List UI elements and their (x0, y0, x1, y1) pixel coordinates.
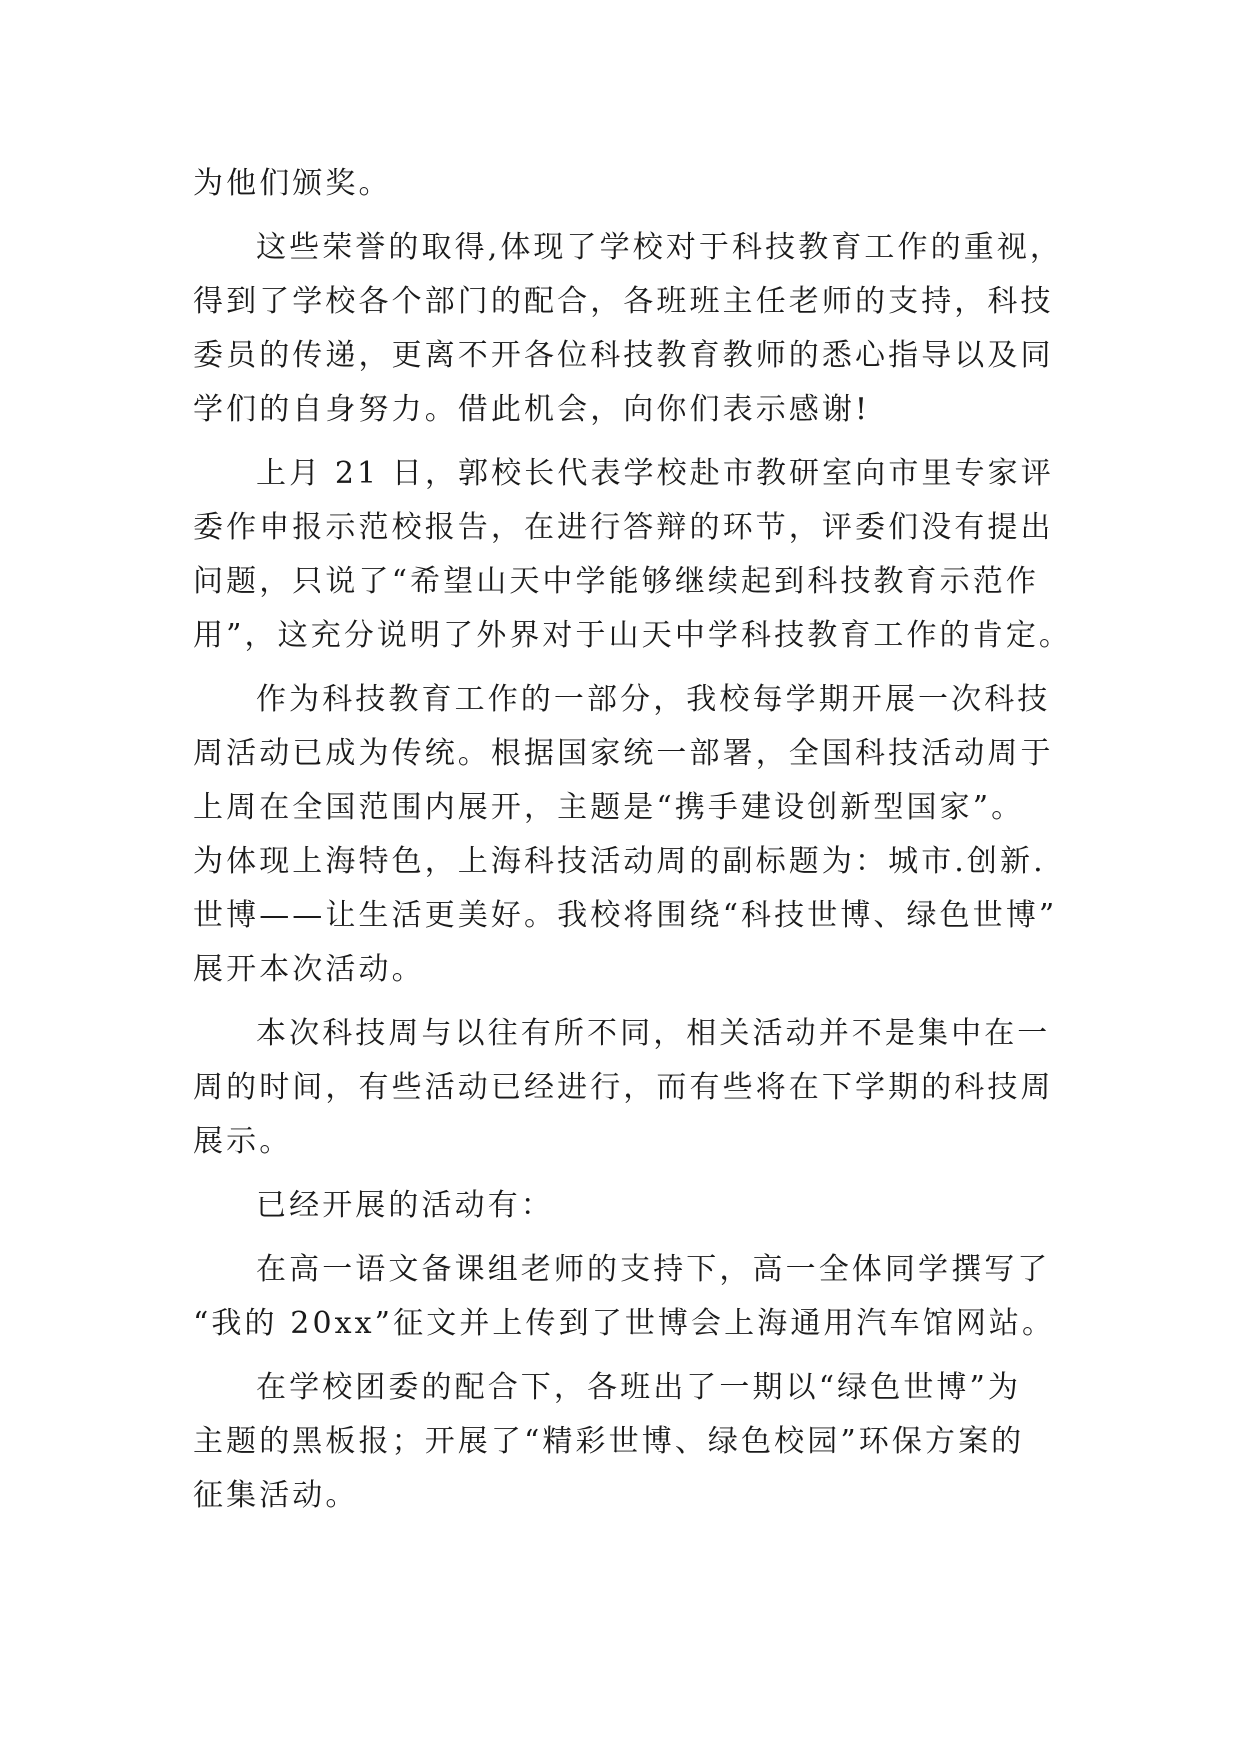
text-line: 用”，这充分说明了外界对于山天中学科技教育工作的肯定。 (193, 618, 1073, 653)
text-line: 为他们颁奖。 (193, 166, 392, 201)
text-line: 问题，只说了“希望山天中学能够继续起到科技教育示范作 (193, 564, 1039, 599)
text-line: 世博——让生活更美好。我校将围绕“科技世博、绿色世博” (193, 898, 1058, 933)
paragraph-first-line: 作为科技教育工作的一部分，我校每学期开展一次科技 (256, 682, 1051, 717)
text-line: 主题的黑板报；开展了“精彩世博、绿色校园”环保方案的 (193, 1424, 1025, 1459)
paragraph-first-line: 已经开展的活动有： (256, 1188, 554, 1223)
paragraph-first-line: 本次科技周与以往有所不同，相关活动并不是集中在一 (256, 1016, 1051, 1051)
text-line: 学们的自身努力。借此机会，向你们表示感谢! (193, 392, 871, 427)
text-line: 上周在全国范围内展开，主题是“携手建设创新型国家”。 (193, 790, 1025, 825)
text-line: 委作申报示范校报告，在进行答辩的环节，评委们没有提出 (193, 510, 1054, 545)
paragraph-first-line: 这些荣誉的取得,体现了学校对于科技教育工作的重视， (256, 230, 1064, 265)
paragraph-first-line: 在高一语文备课组老师的支持下，高一全体同学撰写了 (256, 1252, 1051, 1287)
paragraph-first-line: 上月 21 日，郭校长代表学校赴市教研室向市里专家评 (256, 456, 1054, 491)
text-line: 周的时间，有些活动已经进行，而有些将在下学期的科技周 (193, 1070, 1054, 1105)
text-line: 展开本次活动。 (193, 952, 425, 987)
text-line: 为体现上海特色，上海科技活动周的副标题为：城市.创新. (193, 844, 1046, 879)
text-line: “我的 20xx”征文并上传到了世博会上海通用汽车馆网站。 (193, 1306, 1056, 1341)
text-line: 征集活动。 (193, 1478, 359, 1513)
paragraph-first-line: 在学校团委的配合下，各班出了一期以“绿色世博”为 (256, 1370, 1022, 1405)
text-line: 周活动已成为传统。根据国家统一部署，全国科技活动周于 (193, 736, 1054, 771)
text-line: 委员的传递，更离不开各位科技教育教师的悉心指导以及同 (193, 338, 1054, 373)
text-line: 展示。 (193, 1124, 293, 1159)
text-line: 得到了学校各个部门的配合，各班班主任老师的支持，科技 (193, 284, 1054, 319)
